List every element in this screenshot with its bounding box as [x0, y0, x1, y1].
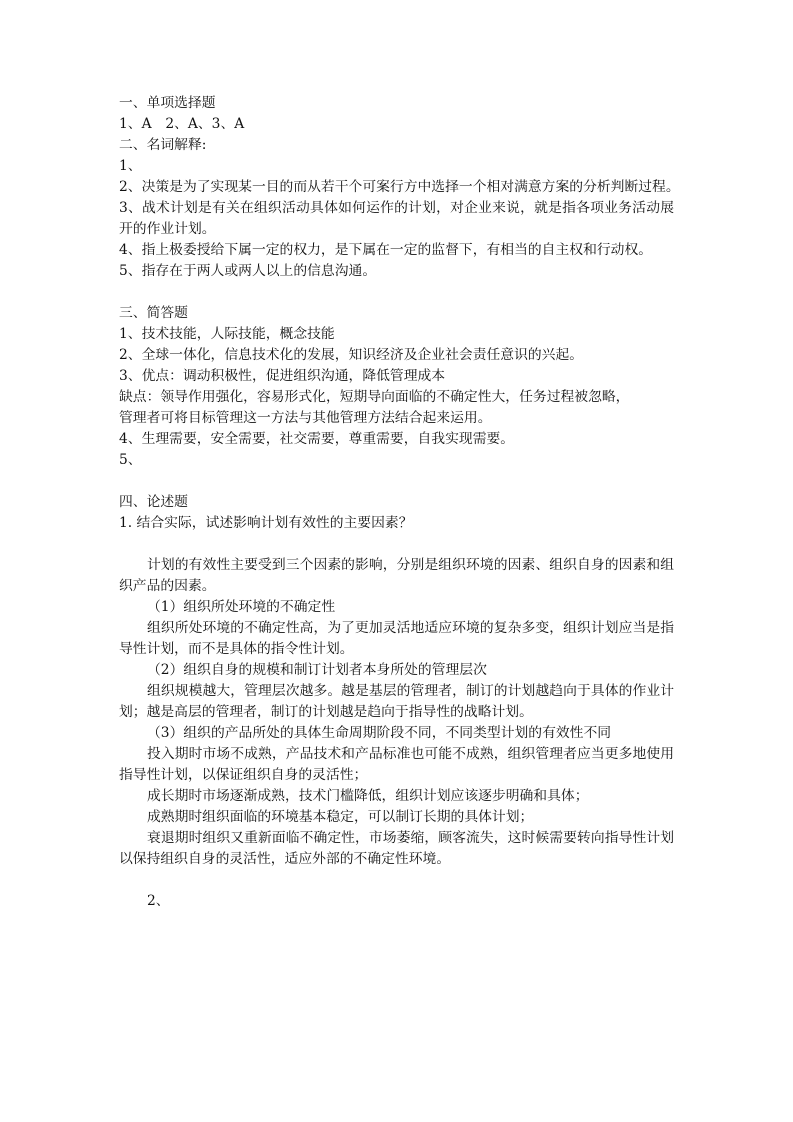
term-answer: 5、指存在于两人或两人以上的信息沟通。 — [119, 263, 377, 279]
section-3-title: 三、简答题 — [119, 305, 188, 321]
essay-line: 导性计划，而不是具体的指令性计划。 — [119, 641, 354, 657]
term-answer: 3、战术计划是有关在组织活动具体如何运作的计划，对企业来说，就是指各项业务活动展 — [119, 200, 674, 216]
essay-line: 成熟期时组织面临的环境基本稳定，可以制订长期的具体计划； — [147, 809, 534, 825]
essay-question-2: 2、 — [147, 893, 170, 909]
term-answer: 4、指上极委授给下属一定的权力，是下属在一定的监督下，有相当的自主权和行动权。 — [119, 242, 653, 258]
section-4-title: 四、论述题 — [119, 494, 188, 510]
essay-subheading: （2）组织自身的规模和制订计划者本身所处的管理层次 — [147, 662, 487, 678]
choice-answers: 1、A 2、A、3、A — [119, 116, 245, 132]
short-answer: 3、优点：调动积极性，促进组织沟通，降低管理成本 — [119, 368, 446, 384]
short-answer: 管理者可将目标管理这一方法与其他管理方法结合起来运用。 — [119, 410, 492, 426]
term-answer: 开的作业计划。 — [119, 221, 216, 237]
essay-line: 划；越是高层的管理者，制订的计划越是趋向于指导性的战略计划。 — [119, 704, 533, 720]
short-answer: 2、全球一体化，信息技术化的发展，知识经济及企业社会责任意识的兴起。 — [119, 347, 584, 363]
essay-line: 织产品的因素。 — [119, 578, 216, 594]
essay-line: 成长期时市场逐渐成熟，技术门槛降低，组织计划应该逐步明确和具体； — [147, 788, 589, 804]
term-answer: 2、决策是为了实现某一目的而从若干个可案行方中选择一个相对满意方案的分析判断过程。 — [119, 179, 680, 195]
essay-line: 指导性计划，以保证组织自身的灵活性； — [119, 767, 368, 783]
short-answer: 1、技术技能，人际技能，概念技能 — [119, 326, 335, 342]
essay-line: 计划的有效性主要受到三个因素的影响，分别是组织环境的因素、组织自身的因素和组 — [147, 557, 674, 573]
term-answer: 1、 — [119, 158, 142, 174]
essay-line: 组织规模越大，管理层次越多。越是基层的管理者，制订的计划越趋向于具体的作业计 — [147, 683, 674, 699]
short-answer: 5、 — [119, 452, 142, 468]
section-2-title: 二、名词解释: — [119, 137, 207, 153]
short-answer: 缺点：领导作用强化，容易形式化，短期导向面临的不确定性大，任务过程被忽略， — [119, 389, 630, 405]
essay-line: 以保持组织自身的灵活性，适应外部的不确定性环境。 — [119, 851, 451, 867]
essay-line: 投入期时市场不成熟，产品技术和产品标准也可能不成熟，组织管理者应当更多地使用 — [147, 746, 674, 762]
essay-line: 衰退期时组织又重新面临不确定性，市场萎缩，顾客流失，这时候需要转向指导性计划 — [147, 830, 674, 846]
document-page — [119, 93, 680, 912]
essay-subheading: （3）组织的产品所处的具体生命周期阶段不同，不同类型计划的有效性不同 — [147, 725, 612, 741]
short-answer: 4、生理需要，安全需要，社交需要，尊重需要，自我实现需要。 — [119, 431, 515, 447]
essay-subheading: （1）组织所处环境的不确定性 — [147, 599, 336, 615]
section-1-title: 一、单项选择题 — [119, 95, 216, 111]
essay-question: 1. 结合实际，试述影响计划有效性的主要因素？ — [119, 515, 413, 531]
essay-line: 组织所处环境的不确定性高，为了更加灵活地适应环境的复杂多变，组织计划应当是指 — [147, 620, 674, 636]
